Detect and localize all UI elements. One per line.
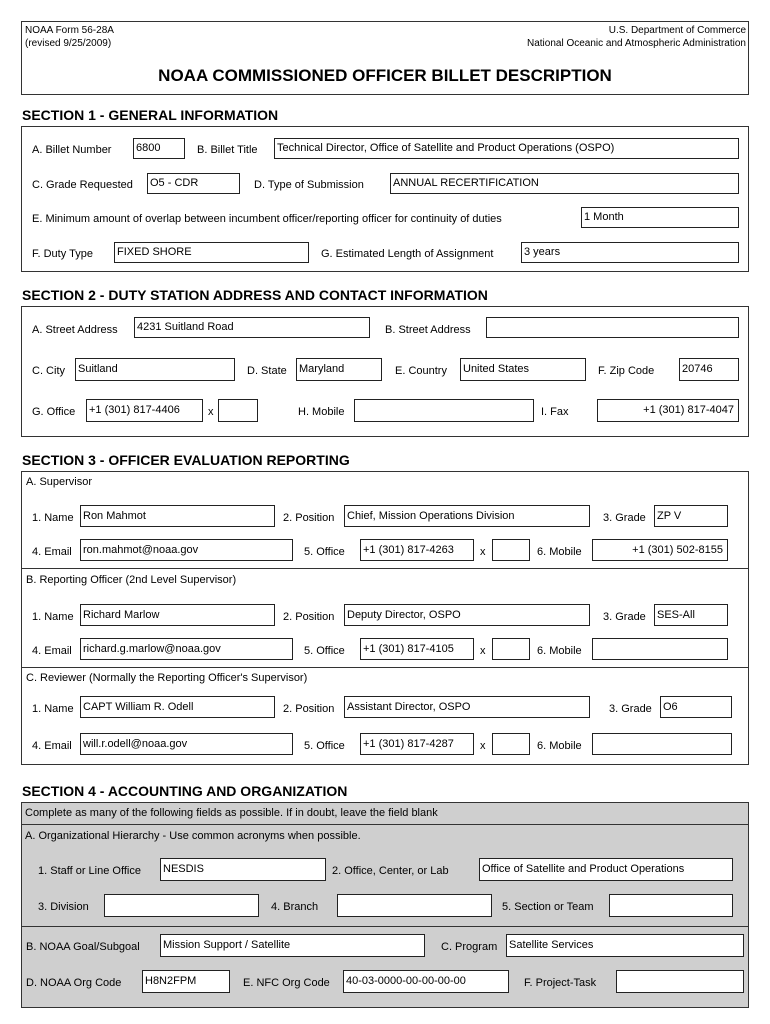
supervisor-ext-label: x	[480, 546, 486, 558]
reporting-officer-heading: B. Reporting Officer (2nd Level Supervisor)	[26, 574, 237, 586]
city-field[interactable]: Suitland	[75, 358, 235, 381]
submission-type-field[interactable]: ANNUAL RECERTIFICATION	[390, 173, 739, 194]
office-phone-label: G. Office	[32, 406, 76, 418]
billet-number-field[interactable]: 6800	[133, 138, 185, 159]
zip-code-label: F. Zip Code	[598, 365, 655, 377]
reporting-mobile-label: 6. Mobile	[537, 645, 582, 657]
program-label: C. Program	[441, 941, 498, 953]
office-ext-field[interactable]	[218, 399, 258, 422]
section2-heading: SECTION 2 - DUTY STATION ADDRESS AND CONTACT INFORMATION	[22, 287, 488, 303]
reviewer-email-field[interactable]: will.r.odell@noaa.gov	[80, 733, 293, 755]
reviewer-email-label: 4. Email	[32, 740, 72, 752]
state-label: D. State	[247, 365, 287, 377]
section4-divider	[21, 926, 749, 927]
nfc-org-code-label: E. NFC Org Code	[243, 977, 330, 989]
page-title: NOAA COMMISSIONED OFFICER BILLET DESCRIPTION	[158, 66, 612, 85]
fax-field[interactable]: +1 (301) 817-4047	[597, 399, 739, 422]
supervisor-office-label: 5. Office	[304, 546, 345, 558]
reviewer-heading: C. Reviewer (Normally the Reporting Officer's Supervisor)	[26, 672, 308, 684]
supervisor-email-label: 4. Email	[32, 546, 72, 558]
noaa-goal-field[interactable]: Mission Support / Satellite	[160, 934, 425, 957]
billet-number-label: A. Billet Number	[32, 144, 112, 156]
form-revised: (revised 9/25/2009)	[25, 38, 112, 49]
reviewer-name-field[interactable]: CAPT William R. Odell	[80, 696, 275, 718]
overlap-label: E. Minimum amount of overlap between incumbent officer/reporting officer for continuity of duties	[32, 213, 502, 225]
noaa-org-code-field[interactable]: H8N2FPM	[142, 970, 230, 993]
department-name: U.S. Department of Commerce	[608, 25, 746, 36]
submission-type-label: D. Type of Submission	[254, 179, 364, 191]
form-number: NOAA Form 56-28A	[25, 25, 114, 36]
duty-type-label: F. Duty Type	[32, 248, 93, 260]
reviewer-ext-label: x	[480, 740, 486, 752]
office-ext-label: x	[208, 406, 214, 418]
branch-label: 4. Branch	[271, 901, 319, 913]
fax-label: I. Fax	[541, 406, 569, 418]
reporting-ext-field[interactable]	[492, 638, 530, 660]
reviewer-ext-field[interactable]	[492, 733, 530, 755]
supervisor-heading: A. Supervisor	[26, 476, 93, 488]
noaa-org-code-label: D. NOAA Org Code	[26, 977, 122, 989]
project-task-field[interactable]	[616, 970, 744, 993]
nfc-org-code-field[interactable]: 40-03-0000-00-00-00-00	[343, 970, 509, 993]
street-address-a-label: A. Street Address	[32, 324, 118, 336]
section-team-label: 5. Section or Team	[502, 901, 594, 913]
section1-heading: SECTION 1 - GENERAL INFORMATION	[22, 107, 279, 123]
reviewer-name-label: 1. Name	[32, 703, 74, 715]
reporting-mobile-field[interactable]	[592, 638, 728, 660]
assignment-length-field[interactable]: 3 years	[521, 242, 739, 263]
division-field[interactable]	[104, 894, 259, 917]
staff-office-field[interactable]: NESDIS	[160, 858, 326, 881]
supervisor-grade-label: 3. Grade	[603, 512, 646, 524]
noaa-goal-label: B. NOAA Goal/Subgoal	[26, 941, 140, 953]
office-center-lab-label: 2. Office, Center, or Lab	[332, 865, 449, 877]
reporting-position-field[interactable]: Deputy Director, OSPO	[344, 604, 590, 626]
reporting-office-label: 5. Office	[304, 645, 345, 657]
mobile-label: H. Mobile	[298, 406, 345, 418]
section-team-field[interactable]	[609, 894, 733, 917]
reviewer-mobile-label: 6. Mobile	[537, 740, 582, 752]
reviewer-mobile-field[interactable]	[592, 733, 732, 755]
section4-heading: SECTION 4 - ACCOUNTING AND ORGANIZATION	[22, 783, 348, 799]
grade-requested-label: C. Grade Requested	[32, 179, 133, 191]
reporting-email-label: 4. Email	[32, 645, 72, 657]
reporting-grade-label: 3. Grade	[603, 611, 646, 623]
reporting-office-field[interactable]: +1 (301) 817-4105	[360, 638, 474, 660]
supervisor-position-field[interactable]: Chief, Mission Operations Division	[344, 505, 590, 527]
reviewer-office-field[interactable]: +1 (301) 817-4287	[360, 733, 474, 755]
section3-heading: SECTION 3 - OFFICER EVALUATION REPORTING	[22, 452, 350, 468]
reviewer-office-label: 5. Office	[304, 740, 345, 752]
reviewer-position-label: 2. Position	[283, 703, 335, 715]
supervisor-position-label: 2. Position	[283, 512, 335, 524]
supervisor-name-field[interactable]: Ron Mahmot	[80, 505, 275, 527]
office-phone-field[interactable]: +1 (301) 817-4406	[86, 399, 203, 422]
assignment-length-label: G. Estimated Length of Assignment	[321, 248, 494, 260]
reviewer-grade-label: 3. Grade	[609, 703, 652, 715]
street-address-b-field[interactable]	[486, 317, 739, 338]
zip-code-field[interactable]: 20746	[679, 358, 739, 381]
reporting-grade-field[interactable]: SES-All	[654, 604, 728, 626]
country-label: E. Country	[395, 365, 447, 377]
agency-name: National Oceanic and Atmospheric Administration	[526, 38, 746, 49]
section4-divider	[21, 824, 749, 825]
reviewer-grade-field[interactable]: O6	[660, 696, 732, 718]
supervisor-office-field[interactable]: +1 (301) 817-4263	[360, 539, 474, 561]
supervisor-grade-field[interactable]: ZP V	[654, 505, 728, 527]
reporting-name-field[interactable]: Richard Marlow	[80, 604, 275, 626]
grade-requested-field[interactable]: O5 - CDR	[147, 173, 240, 194]
reporting-name-label: 1. Name	[32, 611, 74, 623]
supervisor-name-label: 1. Name	[32, 512, 74, 524]
state-field[interactable]: Maryland	[296, 358, 382, 381]
reporting-email-field[interactable]: richard.g.marlow@noaa.gov	[80, 638, 293, 660]
branch-field[interactable]	[337, 894, 492, 917]
supervisor-ext-field[interactable]	[492, 539, 530, 561]
supervisor-email-field[interactable]: ron.mahmot@noaa.gov	[80, 539, 293, 561]
org-hierarchy-label: A. Organizational Hierarchy - Use common acronyms when possible.	[25, 830, 361, 842]
staff-office-label: 1. Staff or Line Office	[38, 865, 141, 877]
street-address-a-field[interactable]: 4231 Suitland Road	[134, 317, 370, 338]
billet-title-label: B. Billet Title	[197, 144, 258, 156]
division-label: 3. Division	[38, 901, 89, 913]
duty-type-field[interactable]: FIXED SHORE	[114, 242, 309, 263]
street-address-b-label: B. Street Address	[385, 324, 471, 336]
country-field[interactable]: United States	[460, 358, 586, 381]
billet-title-field[interactable]: Technical Director, Office of Satellite and Product Operations (OSPO)	[274, 138, 739, 159]
office-center-lab-field[interactable]: Office of Satellite and Product Operations	[479, 858, 733, 881]
project-task-label: F. Project-Task	[524, 977, 597, 989]
city-label: C. City	[32, 365, 65, 377]
section4-note: Complete as many of the following fields as possible. If in doubt, leave the field blank	[25, 807, 438, 819]
reporting-position-label: 2. Position	[283, 611, 335, 623]
mobile-field[interactable]	[354, 399, 534, 422]
section3-divider	[21, 568, 749, 569]
section3-divider	[21, 667, 749, 668]
program-field[interactable]: Satellite Services	[506, 934, 744, 957]
reviewer-position-field[interactable]: Assistant Director, OSPO	[344, 696, 590, 718]
reporting-ext-label: x	[480, 645, 486, 657]
supervisor-mobile-label: 6. Mobile	[537, 546, 582, 558]
supervisor-mobile-field[interactable]: +1 (301) 502-8155	[592, 539, 728, 561]
overlap-field[interactable]: 1 Month	[581, 207, 739, 228]
